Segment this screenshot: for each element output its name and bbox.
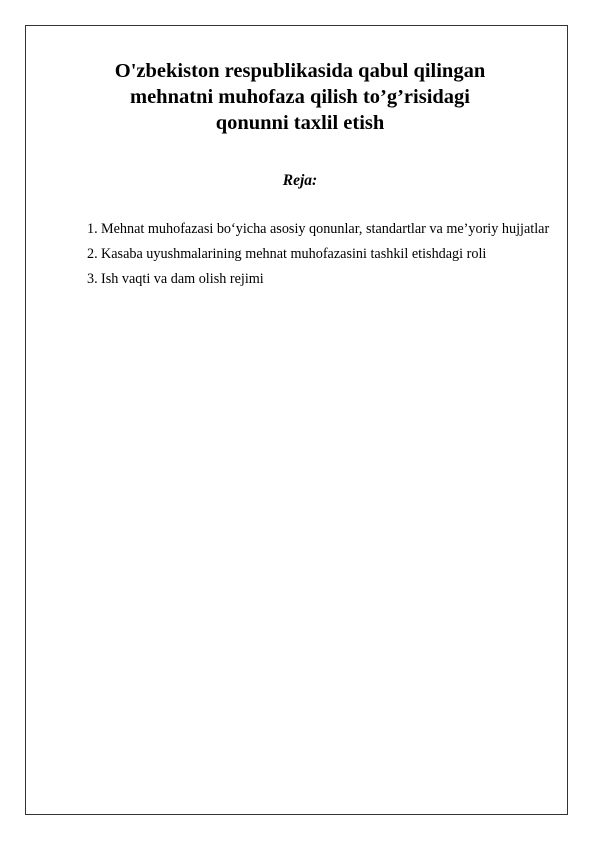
plan-item-3 bbox=[87, 267, 557, 292]
plan-item-text: Kasaba uyushmalarining mehnat muhofazasini tashkil etishdagi roli bbox=[101, 246, 487, 262]
title-line-2: mehnatni muhofaza qilish to’g’risidagi bbox=[130, 86, 470, 108]
plan-heading: Reja: bbox=[282, 172, 318, 189]
plan-item-text: Mehnat muhofazasi bo‘yicha asosiy qonunlar, standartlar va me’yoriy hujjatlar bbox=[101, 221, 550, 237]
plan-item-1 bbox=[87, 217, 557, 242]
plan-item-text: Ish vaqti va dam olish rejimi bbox=[101, 271, 264, 287]
plan-list bbox=[87, 217, 557, 292]
plan-item-number: 2. bbox=[87, 246, 98, 262]
title-line-1: O'zbekiston respublikasida qabul qilingan bbox=[114, 60, 486, 82]
document-title bbox=[40, 58, 560, 136]
plan-item-2 bbox=[87, 242, 557, 267]
page-border bbox=[25, 25, 568, 815]
title-line-3: qonunni taxlil etish bbox=[215, 112, 385, 134]
plan-item-number: 3. bbox=[87, 271, 98, 287]
plan-item-number: 1. bbox=[87, 221, 98, 237]
